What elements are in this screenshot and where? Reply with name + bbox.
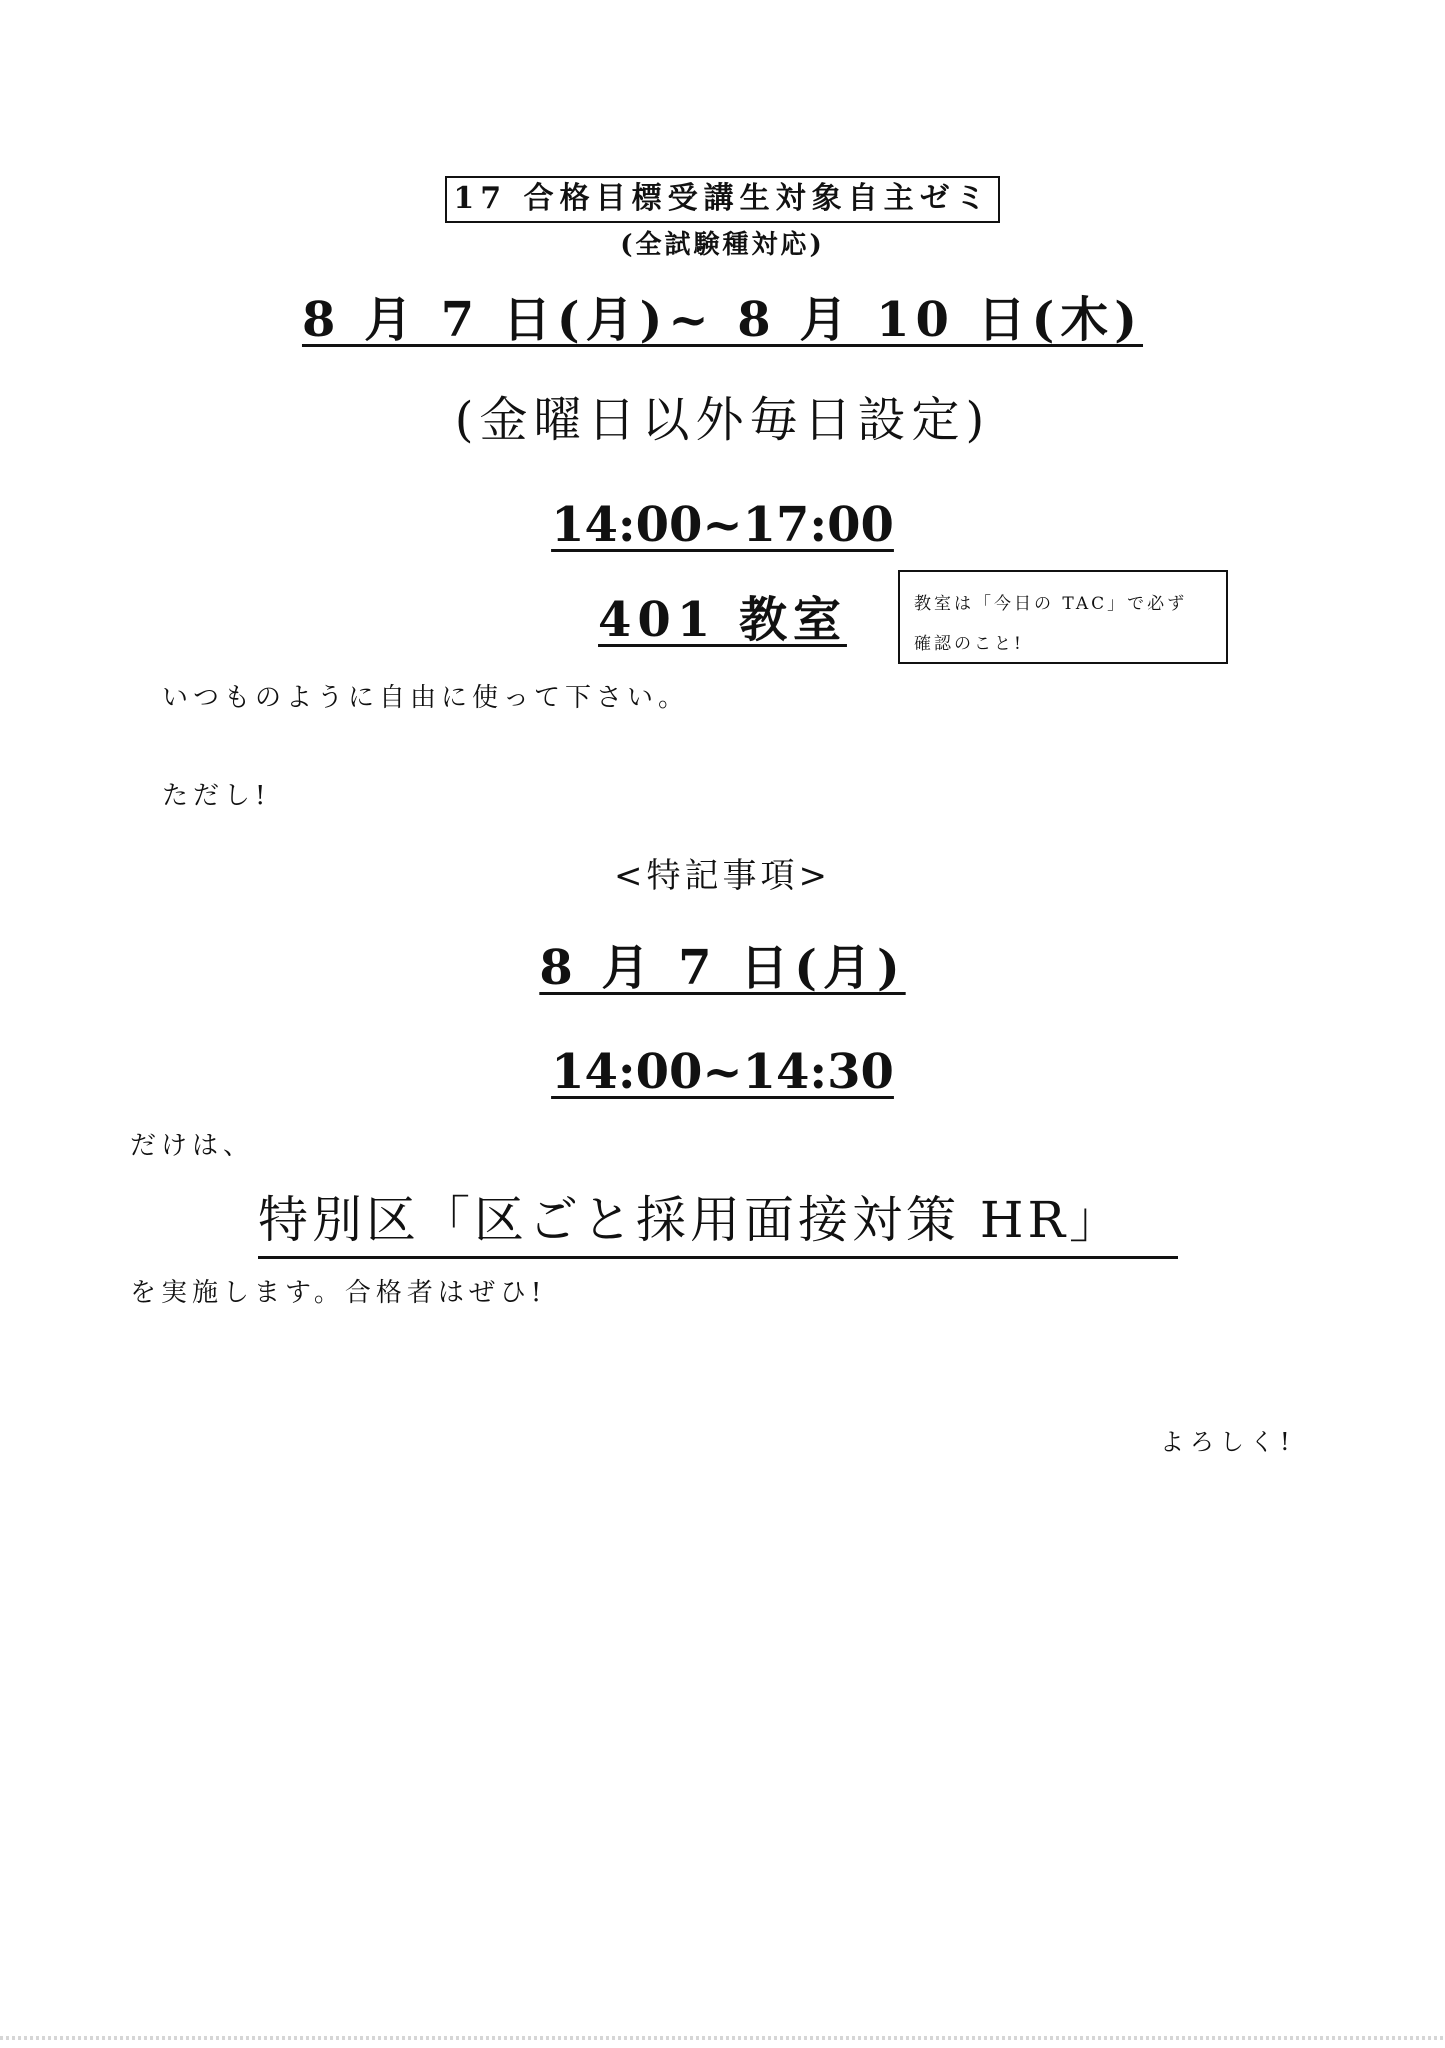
document-title: 17 合格目標受講生対象自主ゼミ [445,176,999,223]
room-text: 401 教室 [598,592,847,648]
special-notes-heading: <特記事項> [614,856,831,896]
title-box-wrap [0,176,1445,223]
date-range-text: 8 月 7 日(月)~ 8 月 10 日(木) [301,292,1144,348]
closing-text: よろしく! [1160,1428,1296,1456]
special-date [0,938,1445,998]
date-range [0,290,1445,350]
special-date-text: 8 月 7 日(月) [539,940,906,996]
special-time [0,1042,1445,1102]
room-check-note [898,570,1228,664]
scan-edge-divider [0,2036,1445,2040]
session-time-text: 14:00~17:00 [551,497,894,553]
room-check-note-line1: 教室は「今日の TAC」で必ず [914,594,1188,614]
weekday-note: (金曜日以外毎日設定) [454,392,991,448]
however-text: ただし! [162,781,271,811]
room-check-note-line2: 確認のこと! [914,634,1024,654]
only-text: だけは、 [130,1131,255,1161]
room [0,590,1445,650]
free-use-text: いつものように自由に使って下さい。 [162,683,690,713]
session-time [0,495,1445,555]
special-time-text: 14:00~14:30 [551,1044,894,1100]
implement-text: を実施します。合格者はぜひ! [130,1278,547,1308]
document-subtitle: (全試験種対応) [620,230,825,260]
interview-hr-title: 特別区「区ごと採用面接対策 HR」 [258,1188,1178,1259]
